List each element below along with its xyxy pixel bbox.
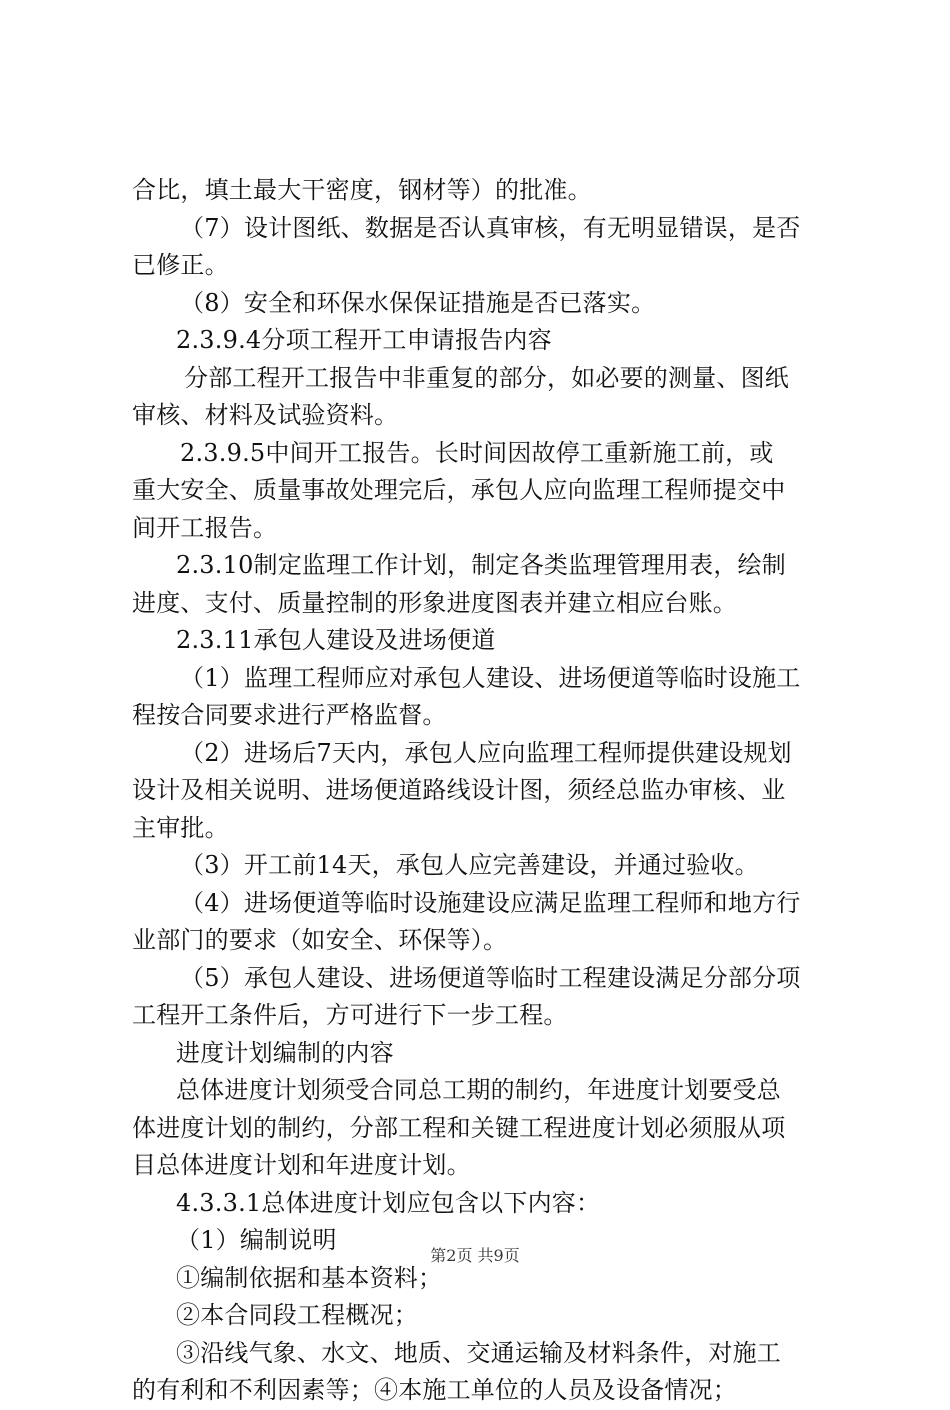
section-heading: 2.3.9.4分项工程开工申请报告内容: [176, 326, 552, 354]
text-line: （1）编制说明: [176, 1226, 337, 1254]
text-line: 2.3.10制定监理工作计划，制定各类监理管理用表，绘制: [176, 551, 786, 579]
text-line: 业部门的要求（如安全、环保等）。: [132, 926, 508, 954]
text-line: 分部工程开工报告中非重复的部分，如必要的测量、图纸: [184, 363, 789, 392]
text-line: ①编制依据和基本资料；: [176, 1263, 443, 1292]
text-line: （5）承包人建设、进场便道等临时工程建设满足分部分项: [180, 963, 801, 992]
text-line: （3）开工前14天，承包人应完善建设，并通过验收。: [180, 851, 759, 879]
text-line: 的有利和不利因素等；④本施工单位的人员及设备情况；: [132, 1376, 737, 1404]
text-line: 间开工报告。: [132, 513, 278, 542]
text-line: 重大安全、质量事故处理完后，承包人应向监理工程师提交中: [132, 476, 786, 504]
text-line: 工程开工条件后，方可进行下一步工程。: [132, 1001, 568, 1029]
document-body: [132, 172, 832, 1410]
text-line: ③沿线气象、水文、地质、交通运输及材料条件，对施工: [176, 1338, 781, 1367]
text-line: （7）设计图纸、数据是否认真审核，有无明显错误，是否: [180, 213, 801, 242]
text-line: 2.3.9.5中间开工报告。长时间因故停工重新施工前，或: [180, 438, 774, 467]
text-line: 程按合同要求进行严格监督。: [132, 701, 447, 729]
text-line: 审核、材料及试验资料。: [132, 401, 399, 429]
section-heading: 2.3.11承包人建设及进场便道: [176, 626, 496, 654]
text-line: （4）进场便道等临时设施建设应满足监理工程师和地方行: [180, 888, 801, 917]
page-footer: [0, 1243, 950, 1266]
text-line: 已修正。: [132, 251, 229, 279]
text-line: 总体进度计划须受合同总工期的制约，年进度计划要受总: [176, 1076, 781, 1104]
text-line: 主审批。: [132, 813, 229, 842]
text-line: 目总体进度计划和年进度计划。: [132, 1151, 471, 1179]
section-heading: 进度计划编制的内容: [176, 1038, 394, 1067]
text-line: （2）进场后7天内，承包人应向监理工程师提供建设规划: [180, 738, 792, 767]
text-line: （1）监理工程师应对承包人建设、进场便道等临时设施工: [180, 663, 801, 692]
text-line: （8）安全和环保水保保证措施是否已落实。: [180, 288, 656, 317]
text-line: 体进度计划的制约，分部工程和关键工程进度计划必须服从项: [132, 1113, 786, 1142]
text-line: ②本合同段工程概况；: [176, 1301, 418, 1329]
text-line: 合比，填土最大干密度，钢材等）的批准。: [132, 176, 592, 204]
text-line: 进度、支付、质量控制的形象进度图表并建立相应台账。: [132, 588, 737, 617]
text-line: 设计及相关说明、进场便道路线设计图，须经总监办审核、业: [132, 776, 786, 804]
page-number: 第2页 共9页: [430, 1246, 520, 1265]
section-heading: 4.3.3.1总体进度计划应包含以下内容：: [176, 1188, 601, 1217]
